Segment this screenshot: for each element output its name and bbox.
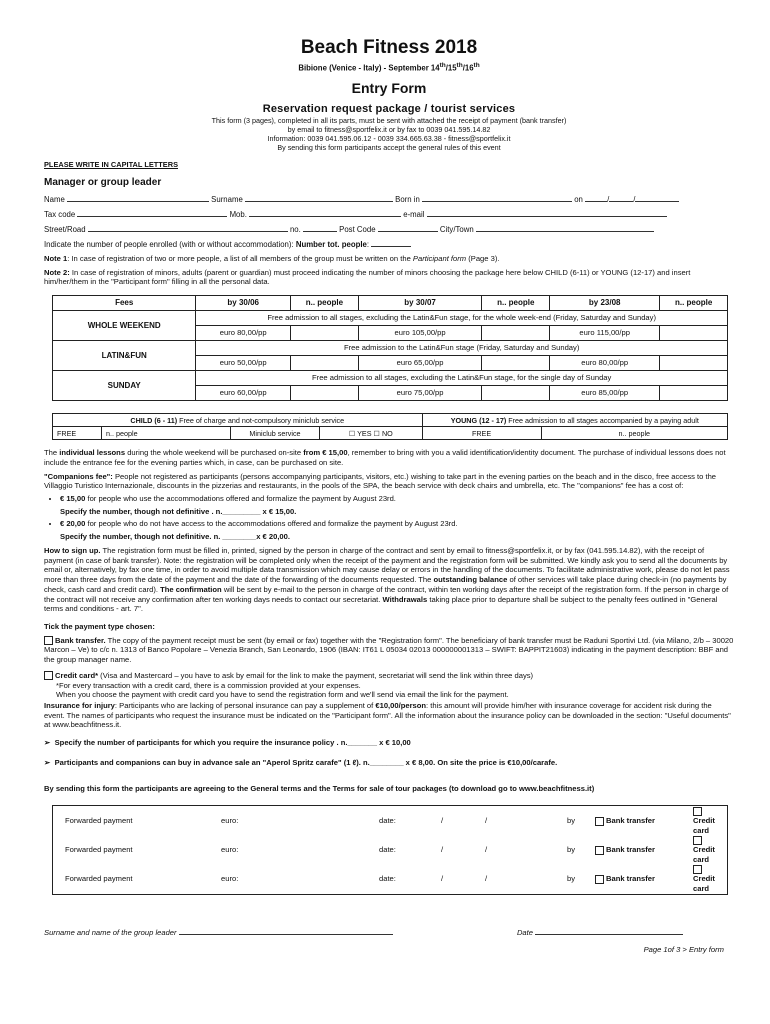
people-count-cell[interactable] [291, 326, 359, 341]
forwarded-payment-label: Forwarded payment [65, 845, 133, 855]
credit-card-choice[interactable] [689, 835, 728, 864]
tax-code-field[interactable] [77, 209, 227, 217]
bank-transfer-choice-label: Bank transfer [606, 874, 655, 884]
mobile-field[interactable] [249, 209, 401, 217]
date-label: date: [379, 874, 396, 884]
bank-transfer-option [44, 636, 734, 665]
companion-fee-text: for people who use the accommodations offered and formalize the payment by August 23rd. [87, 494, 396, 504]
note-1-italic: Participant form [412, 254, 467, 263]
forwarded-payment-label: Forwarded payment [65, 816, 133, 825]
credit-card-note-1: *For every transaction with a credit card, there is a commission provided at your expenses. [56, 680, 361, 690]
page-number: Page 1of 3 > Entry form [643, 945, 724, 955]
bank-transfer-label: Bank transfer. [55, 635, 106, 645]
street-row [44, 224, 734, 235]
date-label: date: [379, 845, 396, 855]
date-slash: / [485, 845, 488, 855]
signup-bold: How to sign up. [44, 545, 101, 555]
child-label: CHILD (6 - 11) [130, 415, 178, 425]
miniclub-label: Miniclub service [231, 427, 320, 439]
people-count-cell[interactable] [291, 356, 359, 371]
people-bold-label: Number tot. people [295, 240, 367, 250]
name-field[interactable] [67, 194, 209, 202]
lessons-bold: individual lessons [59, 448, 126, 458]
signup-bold: outstanding balance [433, 575, 508, 585]
people-text: Indicate the number of people enrolled (with or without accommodation): [44, 240, 294, 250]
insurance-text: : this amount will provide him/her with insurance coverage for accident risk during the event. The names of participants who request the insurance must be indicated on the "Participant form". All the information about the insurance policy can be downloaded in the section: "Useful documents" at www.beachfitness.it. [44, 700, 731, 730]
birth-year-field[interactable] [635, 194, 679, 202]
insurance-text: : Participants who are lacking of personal insurance can pay a supplement of [114, 700, 374, 710]
child-free: FREE [53, 427, 102, 440]
name-row: Name Surname Born in on / / [44, 194, 734, 205]
child-young-values-row [53, 427, 728, 440]
child-young-table [52, 413, 728, 440]
header [44, 36, 734, 152]
lessons-paragraph [44, 448, 734, 467]
child-text: Free of charge and not-compulsory miniclub service [179, 415, 345, 425]
companions-list [54, 494, 734, 542]
miniclub-inner-row [231, 427, 422, 439]
price-cell: euro 115,00/pp [550, 326, 660, 341]
date-footer-label: Date [516, 927, 533, 937]
insurance-bold: Insurance for injury [44, 700, 115, 710]
fees-header: Fees [53, 296, 196, 311]
companions-bold: "Companions fee": [44, 471, 113, 481]
section-title: Reservation request package / tourist services [262, 102, 516, 115]
date-slash: / [441, 874, 444, 884]
lessons-text: during the whole weekend will be purchased on-site [127, 448, 302, 458]
fees-header-row [53, 296, 728, 311]
post-code-label: Post Code [339, 225, 376, 235]
city-field[interactable] [476, 224, 654, 232]
email-field[interactable] [427, 209, 667, 217]
fees-row-latin-fun [53, 341, 728, 356]
forwarded-payments-table [52, 805, 728, 894]
package-label: LATIN&FUN [53, 341, 196, 371]
group-leader-label: Surname and name of the group leader [44, 927, 177, 937]
street-no-label: no. [289, 225, 301, 235]
signup-bold: Withdrawals [382, 594, 428, 604]
checkbox-icon[interactable] [693, 865, 702, 874]
people-count-cell[interactable] [660, 386, 728, 401]
fees-row-whole-weekend [53, 311, 728, 326]
people-count-cell[interactable] [482, 326, 550, 341]
companions-item-accommodation [60, 494, 734, 516]
young-header [422, 414, 727, 427]
fees-header: by 23/08 [550, 296, 660, 311]
intro-line: This form (3 pages), completed in all its parts, must be sent with attached the receipt of payment (bank transfer) [211, 115, 567, 125]
signup-text: will be sent by e-mail to the person in charge of the contract, within ten working days after the receipt of the registration form. If the person in charge of the contract will not receive any confirmation after ten working days needs to contact our secretariat. [44, 584, 729, 604]
price-cell: euro 60,00/pp [196, 386, 291, 401]
arrow-icon: ➢ [44, 738, 51, 748]
package-description: Free admission to all stages, excluding the Latin&Fun stage, for the single day of Sunday [196, 371, 728, 386]
signup-text: of other services will take place during check-in (no payments by check, cash card and credit card). [44, 575, 727, 594]
insurance-specify-text: Specify the number of participants for which you require the insurance policy . n._______ x € 10,00 [54, 738, 411, 748]
checkbox-icon[interactable] [595, 846, 604, 855]
note-2-label: Note 2: [44, 267, 70, 277]
fees-header: n.. people [482, 296, 550, 311]
fees-header: n.. people [291, 296, 359, 311]
credit-card-choice-label: Credit card [693, 816, 715, 835]
package-label: SUNDAY [53, 371, 196, 401]
checkbox-icon[interactable] [693, 836, 702, 845]
miniclub-inner [231, 427, 422, 439]
young-text: Free admission to all stages accompanied by a paying adult [508, 415, 699, 425]
by-label: by [567, 816, 576, 825]
lessons-bold: from € 15,00 [303, 448, 348, 458]
euro-label: euro: [221, 816, 239, 825]
lessons-text: The [44, 448, 58, 458]
euro-label: euro: [221, 845, 239, 855]
people-count-cell[interactable] [482, 356, 550, 371]
arrow-icon: ➢ [44, 757, 51, 767]
lessons-text: , remember to bring with you a valid identification/identity document. The purchase of individual lessons does not include the entrance fee for the evening parties which, in case, can be purchased on site. [44, 448, 726, 467]
companion-fee-text: for people who do not have access to the accommodations offered and formalize the payment by August 23rd. [87, 519, 458, 529]
event-title: Beach Fitness 2018 [300, 37, 478, 58]
intro-text [44, 116, 734, 152]
signup-bold: The confirmation [160, 584, 222, 594]
note-2-text: In case of registration of minors, adults (parent or guardian) must proceed indicating the number of minors choosing the package here below CHILD (6-11) or YOUNG (12-17) and insert him/her/them in the "Participant form" filling in all the personal data. [44, 267, 691, 287]
signup-paragraph [44, 546, 734, 614]
street-no-field[interactable] [303, 224, 337, 232]
birth-day-field[interactable] [585, 194, 607, 202]
young-people-count[interactable]: n.. people [541, 427, 727, 440]
street-field[interactable] [88, 224, 288, 232]
manager-heading: Manager or group leader [44, 177, 162, 189]
price-cell: euro 50,00/pp [196, 356, 291, 371]
young-label: YOUNG (12 - 17) [450, 415, 507, 425]
tax-code-label: Tax code [44, 210, 76, 220]
note-1-text: : In case of registration of two or more people, a list of all members of the group must be written on the [67, 254, 411, 263]
checkbox-icon[interactable] [595, 817, 604, 826]
payment-heading: Tick the payment type chosen: [44, 621, 155, 631]
people-row: Indicate the number of people enrolled (with or without accommodation): Number tot. people: [44, 239, 734, 250]
price-cell: euro 85,00/pp [550, 386, 660, 401]
fees-header: by 30/06 [196, 296, 291, 311]
intro-line: Information: 0039 041.595.06.12 - 0039 334.665.63.38 - fitness@sportfelix.it [267, 133, 511, 143]
note-1-label: Note 1 [44, 254, 68, 263]
aperol-specify-text: Participants and companions can buy in advance sale an "Aperol Spritz carafe" (1 ℓ). n.________ x € 8,00. On site the price is €10,00/carafe. [54, 757, 558, 767]
group-leader-field[interactable] [179, 927, 393, 935]
companions-text: People not registered as participants (persons accompanying participants, visitors, etc.) wishing to take part in the evening parties on the beach and in the disco, free access to the Villaggio Turistico Internazionale, discounts in the pizzerias and restaurants, in the pools of the SPA, the beach service with deck chairs and umbrella, etc. The "companions" fee has a cost of: [44, 471, 717, 491]
bank-transfer-choice[interactable] [591, 806, 689, 836]
companion-fee: € 20,00 [60, 519, 86, 529]
checkbox-icon[interactable] [595, 875, 604, 884]
credit-card-text: (Visa and Mastercard – you have to ask by email for the link to make the payment, secretariat will send the link within three days) [100, 670, 534, 680]
name-label: Name [44, 195, 65, 205]
subtitle-sup: th [456, 62, 463, 70]
fees-header: n.. people [660, 296, 728, 311]
people-count-cell[interactable] [660, 356, 728, 371]
signup-text: taking place prior to departure shall be subject to the penalty fees outlined in "General terms and conditions - art. 7". [44, 594, 718, 614]
bank-transfer-choice[interactable] [591, 835, 689, 864]
date-slash: / [441, 845, 444, 855]
note-2 [44, 268, 734, 287]
credit-card-choice[interactable] [689, 865, 728, 895]
bank-transfer-choice-label: Bank transfer [606, 816, 655, 825]
by-label: by [567, 845, 576, 855]
miniclub-yes-no[interactable]: ☐ YES ☐ NO [348, 428, 393, 438]
email-label: e-mail [403, 210, 425, 220]
street-label: Street/Road [44, 225, 86, 235]
fees-table [52, 295, 728, 401]
intro-line: By sending this form participants accept the general rules of this event [277, 142, 501, 152]
mob-label: Mob. [229, 210, 247, 220]
bank-transfer-text: The copy of the payment receipt must be sent (by email or fax) together with the "Registration form". The beneficiary of bank transfer must be Raduni Sportivi Ltd. (via Milano, 2/b – 30020 Marcon – Ve) to c/c n. 1313 of Banco Popolare – Venezia Branch, San Leonardo, 1906 (IBAN: IT61 L 05034 02013 000000001313 – SWIFT: BAPPIT21603) indicating in the payment description: BBF and the group manager name. [44, 635, 734, 665]
child-header [53, 414, 423, 427]
subtitle-text: /15 [445, 63, 457, 73]
miniclub-cell [231, 427, 423, 440]
entry-form-page [44, 36, 734, 955]
subtitle-sup: th [439, 62, 446, 70]
date-slash: / [441, 816, 444, 825]
signup-text: The registration form must be filled in, printed, signed by the person in charge of the contract and sent by email to fitness@sportfelix.it, or by fax (041.595.14.82), with the receipt of payment (in case of bank transfer). Note: the registration will be completed only when the receipt of the payment and the registration form will be submitted. We kindly ask you to send all the documents by email or, alternatively, by fax one time, in order to avoid multiple data transmission which may cause delay or errors in the handling of the documents. To facilitate administrative work, please do not let pass more than three days from the date of the payment and the date of the forwarding of the documents requested. The [44, 545, 730, 585]
surname-field[interactable] [245, 194, 393, 202]
date-slash: / [485, 874, 488, 884]
credit-card-choice[interactable] [689, 806, 728, 836]
tax-row [44, 209, 734, 220]
date-slash: / [485, 816, 488, 825]
note-1-end: (Page 3). [468, 254, 500, 263]
companions-paragraph [44, 472, 734, 491]
companions-item-no-accommodation [60, 519, 734, 541]
on-label: on [574, 195, 583, 205]
bank-transfer-choice[interactable] [591, 865, 689, 895]
total-people-field[interactable] [371, 239, 411, 247]
credit-card-choice-label: Credit card [693, 874, 715, 894]
bank-transfer-checkbox[interactable] [44, 636, 53, 645]
price-cell: euro 80,00/pp [550, 356, 660, 371]
price-cell: euro 80,00/pp [196, 326, 291, 341]
aperol-specify [44, 758, 734, 768]
checkbox-icon[interactable] [693, 807, 702, 816]
form-title: Entry Form [351, 79, 427, 96]
people-count-cell[interactable] [660, 326, 728, 341]
forwarded-payment-row [53, 806, 728, 836]
insurance-paragraph [44, 701, 734, 730]
credit-card-note-2: When you choose the payment with credit card you have to send the registration form and we'll send via email the link for the payment. [56, 690, 509, 700]
companion-fee: € 15,00 [60, 494, 86, 504]
event-subtitle [44, 62, 734, 74]
post-code-field[interactable] [378, 224, 438, 232]
date-label: date: [379, 816, 396, 825]
price-cell: euro 75,00/pp [358, 386, 482, 401]
forwarded-payment-row [53, 865, 728, 895]
bank-transfer-choice-label: Bank transfer [606, 845, 655, 855]
birth-month-field[interactable] [609, 194, 633, 202]
young-free: FREE [422, 427, 541, 440]
fees-header: by 30/07 [358, 296, 482, 311]
child-young-header-row [53, 414, 728, 427]
intro-line: by email to fitness@sportfelix.it or by fax to 0039 041.595.14.82 [287, 124, 491, 134]
insurance-specify [44, 738, 734, 748]
city-label: City/Town [439, 225, 474, 235]
subtitle-text: /16 [462, 63, 474, 73]
forwarded-payment-row [53, 835, 728, 864]
people-count-cell[interactable] [291, 386, 359, 401]
subtitle-sup: th [473, 62, 480, 70]
people-count-cell[interactable] [482, 386, 550, 401]
credit-card-checkbox[interactable] [44, 671, 53, 680]
credit-card-option [44, 671, 734, 681]
insurance-bold: €10,00/person [375, 700, 427, 710]
by-label: by [567, 874, 576, 884]
package-label: WHOLE WEEKEND [53, 311, 196, 341]
package-description: Free admission to all stages, excluding the Latin&Fun stage, for the whole week-end (Friday, Saturday and Sunday) [196, 311, 728, 326]
child-people-count[interactable]: n.. people [102, 427, 231, 440]
companions-specify-2: Specify the number, though not definitive. n. ________x € 20,00. [60, 532, 290, 542]
price-cell: euro 105,00/pp [358, 326, 482, 341]
credit-card-label: Credit card* [55, 670, 99, 680]
fees-row-sunday [53, 371, 728, 386]
terms-statement: By sending this form the participants are agreeing to the General terms and the Terms for sale of tour packages (to download go to www.beachfitness.it) [44, 783, 595, 793]
born-in-label: Born in [395, 195, 420, 205]
surname-label: Surname [211, 195, 243, 205]
credit-card-choice-label: Credit card [693, 845, 715, 864]
subtitle-text: Bibione (Venice - Italy) - September 14 [298, 63, 440, 73]
signature-row [44, 927, 734, 938]
date-footer-field[interactable] [535, 927, 683, 935]
companions-specify-1: Specify the number, though not definitive . n._________ x € 15,00. [60, 506, 297, 516]
package-description: Free admission to the Latin&Fun stage (Friday, Saturday and Sunday) [196, 341, 728, 356]
note-1 [44, 254, 734, 264]
forwarded-payment-label: Forwarded payment [65, 874, 133, 884]
born-in-field[interactable] [422, 194, 572, 202]
euro-label: euro: [221, 874, 239, 884]
capital-letters-note: PLEASE WRITE IN CAPITAL LETTERS [44, 159, 178, 169]
price-cell: euro 65,00/pp [358, 356, 482, 371]
